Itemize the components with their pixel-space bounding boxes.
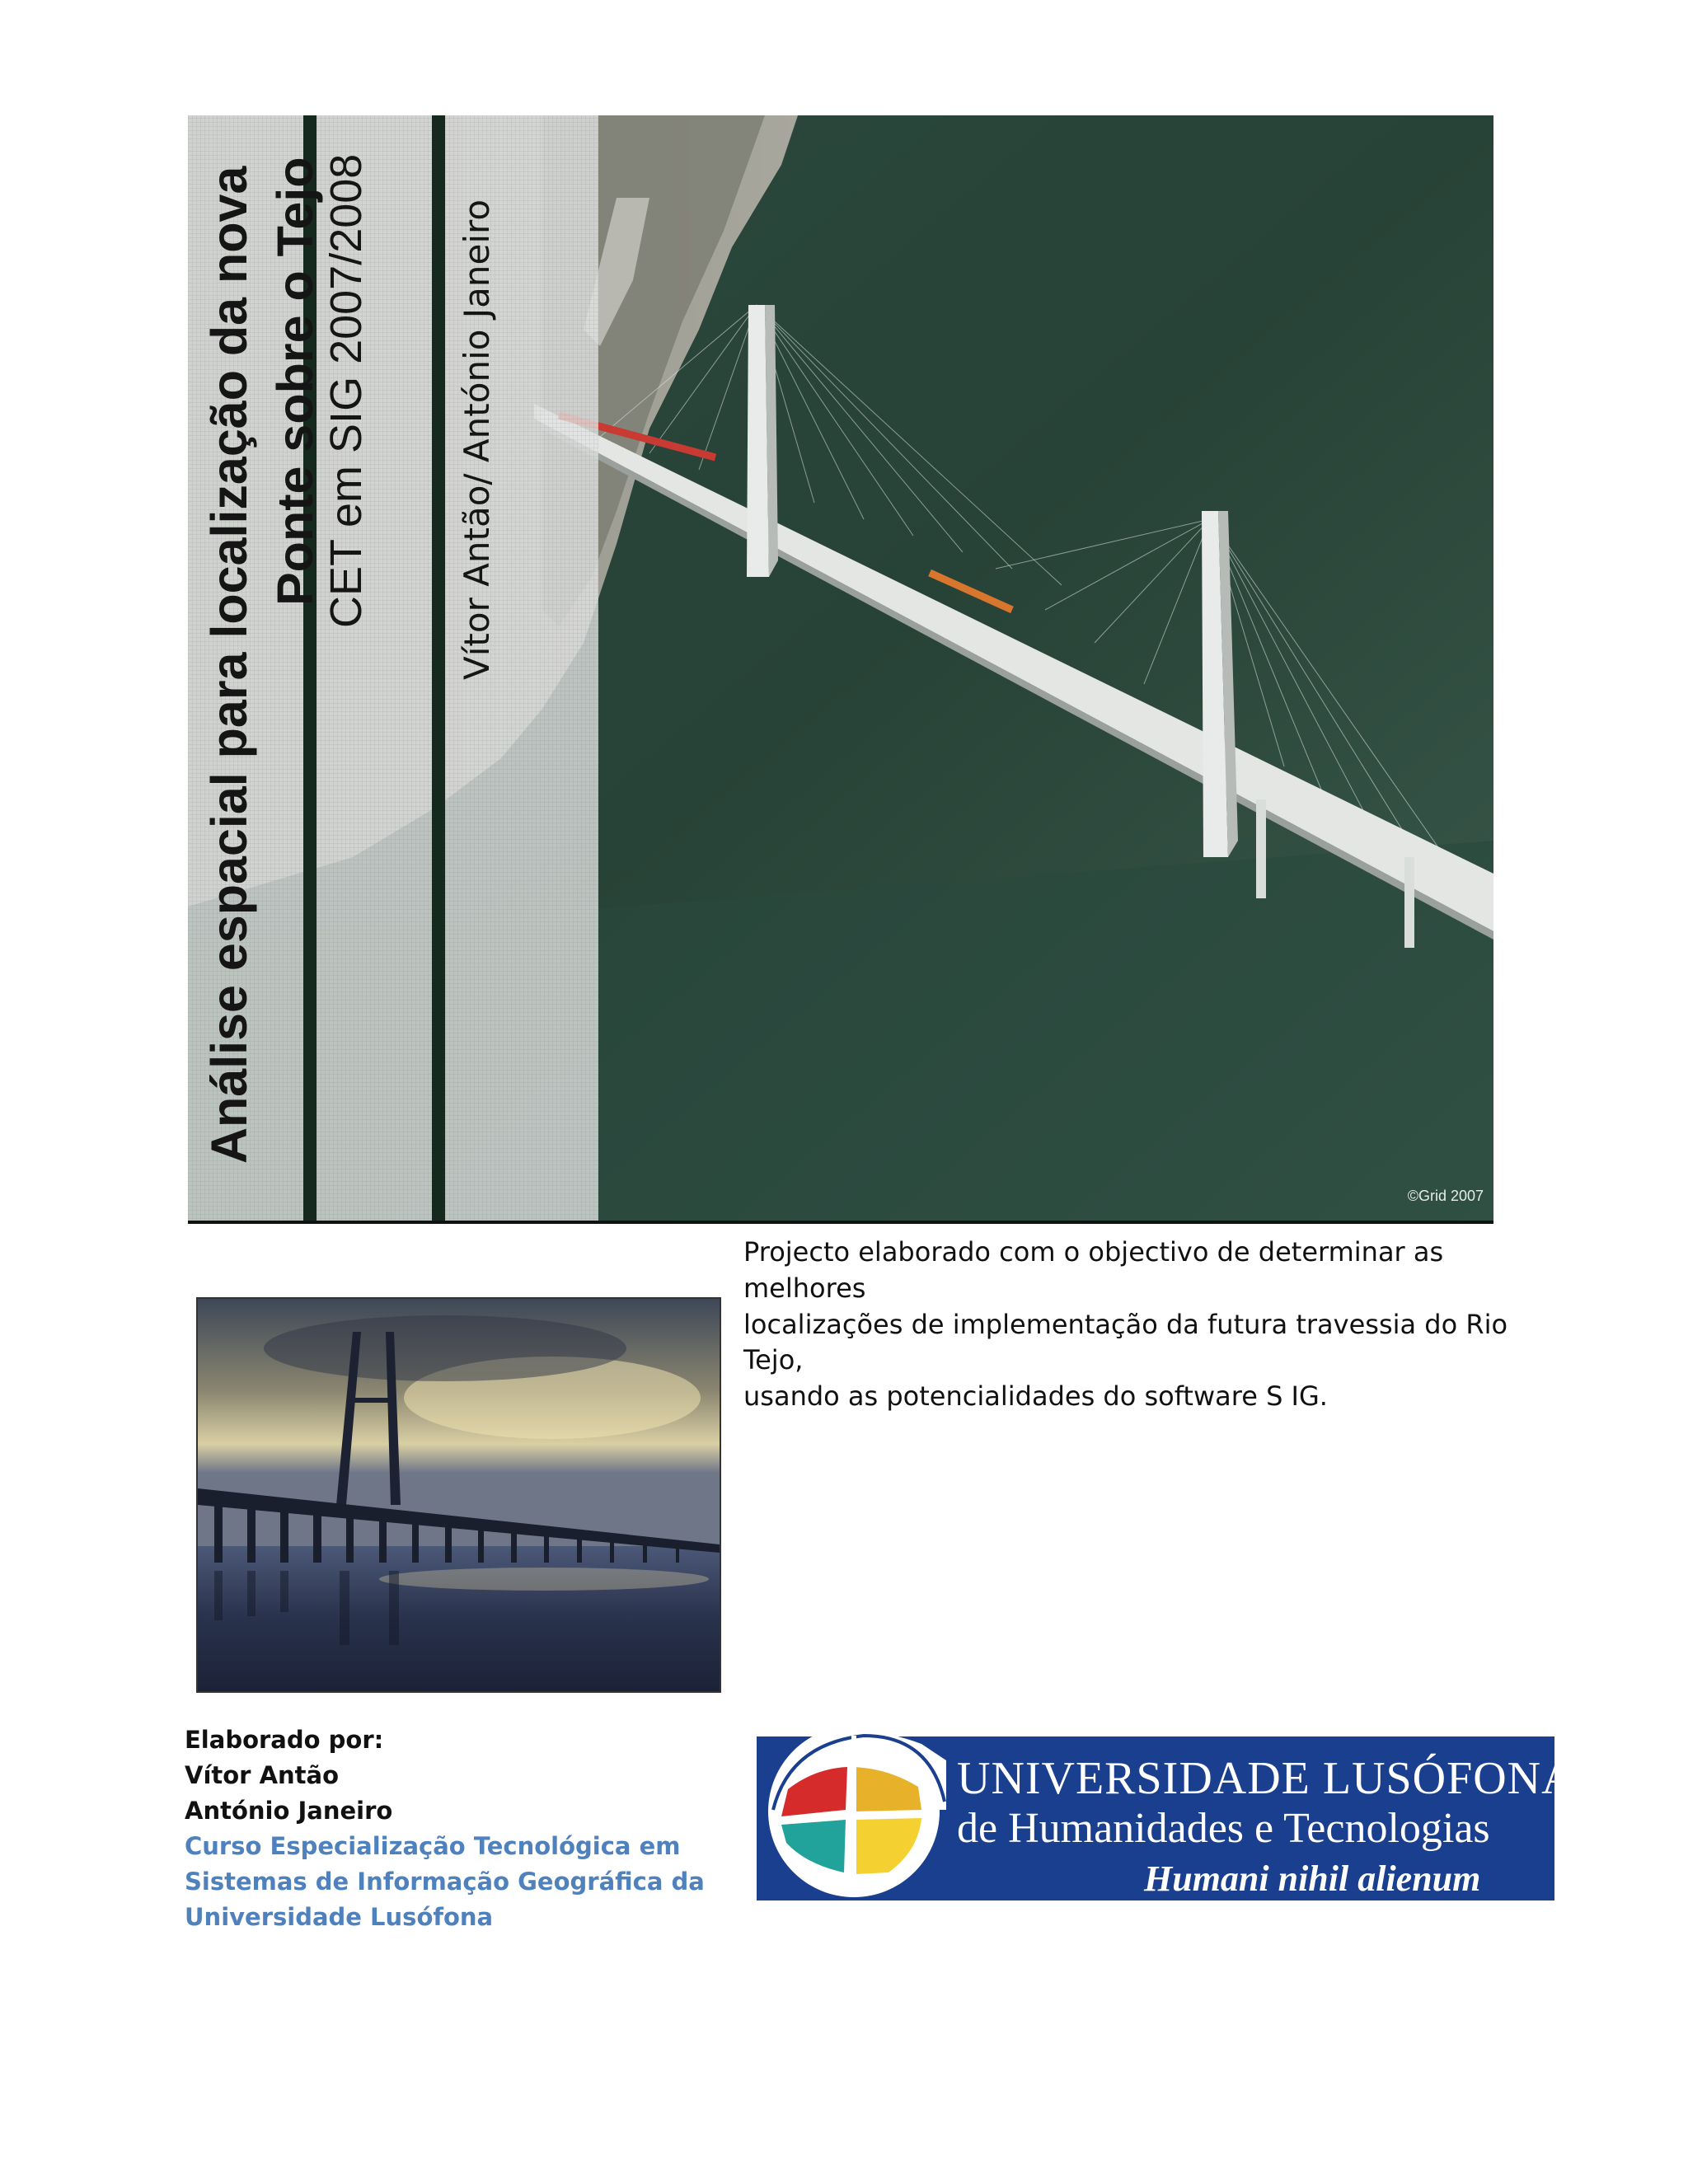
strip-divider <box>432 115 445 1223</box>
cover-title-line-2: Ponte sobre o Tejo <box>267 157 323 606</box>
description-line: usando as potencialidades do software S IG. <box>743 1380 1328 1413</box>
author-name: Vítor Antão <box>185 1761 340 1789</box>
project-description <box>743 1235 1568 1415</box>
authors-block <box>185 1722 705 1935</box>
bridge-photo <box>196 1297 721 1693</box>
course-line: Sistemas de Informação Geográfica da <box>185 1868 705 1896</box>
course-line: Curso Especialização Tecnológica em <box>185 1832 681 1860</box>
cover-image <box>188 115 1493 1223</box>
authors-label: Elaborado por: <box>185 1726 384 1754</box>
cover-authors: Vítor Antão/ António Janeiro <box>457 199 497 680</box>
university-logo <box>757 1711 1576 1900</box>
cover-course-year: CET em SIG 2007/2008 <box>321 153 371 628</box>
author-name: António Janeiro <box>185 1797 393 1825</box>
cover-divider <box>188 1221 1493 1224</box>
globe-emblem-icon <box>757 1711 946 1900</box>
course-line: Universidade Lusófona <box>185 1903 494 1931</box>
logo-motto: Humani nihil alienum <box>1144 1858 1481 1899</box>
description-line: Projecto elaborado com o objectivo de determinar as melhores <box>743 1236 1444 1304</box>
logo-subtitle: de Humanidades e Tecnologias <box>957 1805 1490 1852</box>
vasco-da-gama-bridge-image <box>198 1299 720 1691</box>
image-credit: ©Grid 2007 <box>1407 1188 1484 1204</box>
description-line: localizações de implementação da futura travessia do Rio Tejo, <box>743 1308 1508 1376</box>
logo-university-name: UNIVERSIDADE LUSÓFONA <box>957 1753 1576 1804</box>
cover-title-line-1: Análise espacial para localização da nova <box>201 166 257 1164</box>
